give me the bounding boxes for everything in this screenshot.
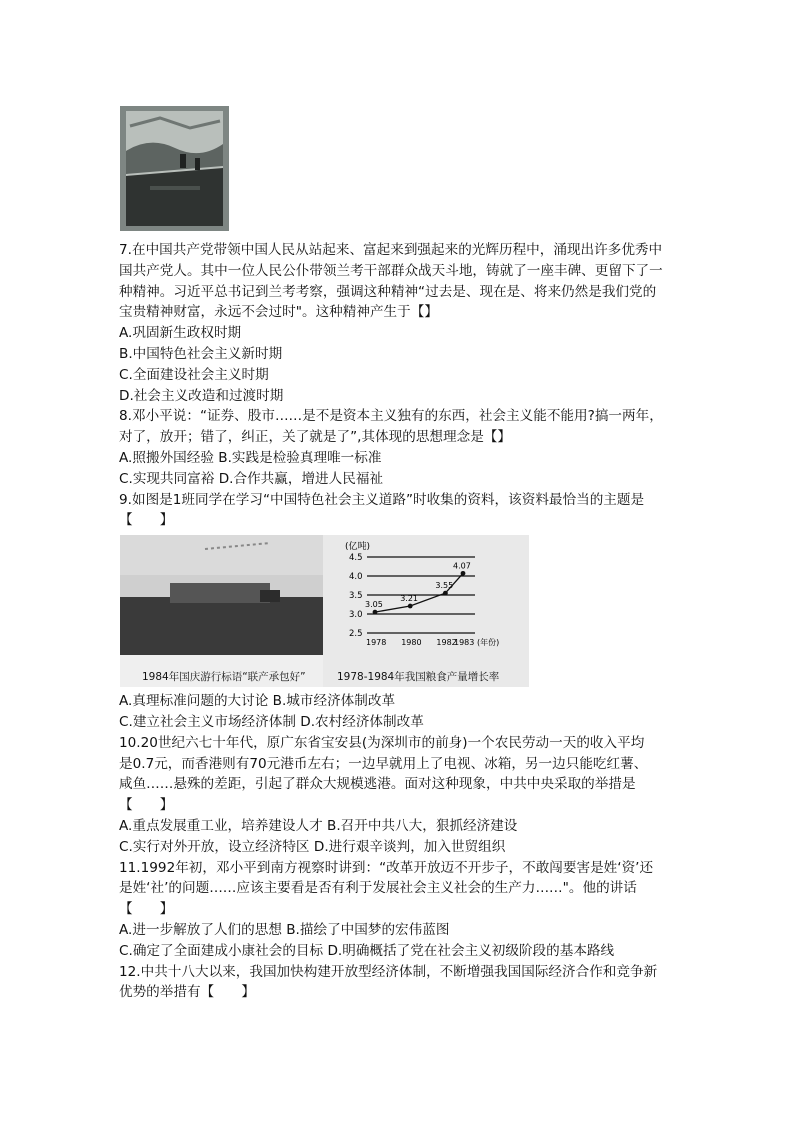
right-figure-caption: 1978-1984年我国粮食产量增长率 <box>337 671 500 684</box>
q10-line: 10.20世纪六七十年代，原广东省宝安县(为深圳市的前身)一个农民劳动一天的收入平均 <box>119 734 645 751</box>
y-tick-label: 3.0 <box>349 610 363 621</box>
q8-option: C.实现共同富裕 D.合作共赢，增进人民福祉 <box>119 470 384 487</box>
y-tick-label: 3.5 <box>349 591 363 602</box>
question-content <box>119 240 679 1003</box>
q7-line: 7.在中国共产党带领中国人民从站起来、富起来到强起来的光辉历程中，涌现出许多优秀中 <box>119 242 663 258</box>
q12-line: 12.中共十八大以来，我国加快构建开放型经济体制，不断增强我国国际经济合作和竞争新 <box>119 963 658 980</box>
q7-line: 国共产党人。其中一位人民公仆带领兰考干部群众战天斗地，铸就了一座丰碑、更留下了一 <box>119 262 663 279</box>
left-figure-caption: 1984年国庆游行标语“联产承包好” <box>142 671 306 684</box>
data-label: 3.21 <box>400 594 419 604</box>
x-axis-label: (年份) <box>477 638 500 648</box>
data-label: 3.05 <box>365 600 383 610</box>
q9-line: 9.如图是1班同学在学习“中国特色社会主义道路”时收集的资料，该资料最恰当的主题是 <box>119 491 645 508</box>
y-tick-label: 4.5 <box>349 553 363 564</box>
parade-illustration <box>120 535 323 687</box>
q9-option: C.建立社会主义市场经济体制 D.农村经济体制改革 <box>119 713 424 730</box>
q10-option: A.重点发展重工业，培养建设人才 B.召开中共八大，狠抓经济建设 <box>119 817 518 834</box>
data-label: 3.55 <box>435 581 454 591</box>
q11-line: 是姓‘社’的问题……应该主要看是否有利于发展社会主义社会的生产力……"。他的讲话 <box>119 880 637 897</box>
q8-option: A.照搬外国经验 B.实践是检验真理唯一标准 <box>119 449 382 466</box>
q11-option: A.进一步解放了人们的思想 B.描绘了中国梦的宏伟蓝图 <box>119 921 450 938</box>
data-point <box>408 604 413 609</box>
q11-option: C.确定了全面建成小康社会的目标 D.明确概括了党在社会主义初级阶段的基本路线 <box>119 942 615 959</box>
historical-photo-image <box>120 106 229 231</box>
x-tick-label: 1983 <box>454 638 475 648</box>
q8-line: 对了，放开；错了，纠正，关了就是了”,其体现的思想理念是【】 <box>119 429 511 446</box>
q9-line: 【 】 <box>119 512 174 529</box>
q7-line: 宝贵精神财富，永远不会过时"。这种精神产生于【】 <box>119 304 438 321</box>
series-line <box>375 573 463 612</box>
y-tick-label: 4.0 <box>349 572 363 583</box>
q7-option: B.中国特色社会主义新时期 <box>119 345 283 362</box>
q11-line: 11.1992年初，邓小平到南方视察时讲到：“改革开放迈不开步子，不敢闯要害是姓‘资’还 <box>119 859 654 876</box>
q8-line: 8.邓小平说：“证券、股市……是不是资本主义独有的东西，社会主义能不能用?搞一两年， <box>119 408 663 425</box>
data-label: 4.07 <box>453 561 471 571</box>
photo-illustration <box>120 106 229 231</box>
q7-option: A.巩固新生政权时期 <box>119 325 242 342</box>
q7-option: C.全面建设社会主义时期 <box>119 366 269 383</box>
data-point <box>373 610 378 615</box>
data-point <box>443 591 448 596</box>
x-tick-label: 1978 <box>366 638 387 648</box>
q7-option: D.社会主义改造和过渡时期 <box>119 387 284 404</box>
q10-option: C.实行对外开放，设立经济特区 D.进行艰辛谈判，加入世贸组织 <box>119 838 506 855</box>
y-tick-label: 2.5 <box>349 629 363 640</box>
q7-line: 种精神。习近平总书记到兰考考察，强调这种精神“过去是、现在是、将来仍然是我们党的 <box>119 283 657 300</box>
q12-line: 优势的举措有【 】 <box>119 984 255 1001</box>
q9-figure <box>120 535 529 687</box>
grain-chart-svg <box>323 535 529 687</box>
q10-line: 咸鱼……悬殊的差距，引起了群众大规模逃港。面对这种现象，中共中央采取的举措是 <box>119 776 636 793</box>
y-axis-label: (亿吨) <box>345 542 371 553</box>
q9-option: A.真理标准问题的大讨论 B.城市经济体制改革 <box>119 693 396 710</box>
x-tick-label: 1982 <box>436 638 457 648</box>
x-tick-label: 1980 <box>401 638 422 648</box>
q11-line: 【 】 <box>119 901 174 918</box>
parade-photo-image <box>120 535 323 687</box>
grain-chart <box>323 535 529 687</box>
data-point <box>461 571 466 576</box>
q10-line: 是0.7元，而香港则有70元港币左右；一边早就用上了电视、冰箱，另一边只能吃红薯、 <box>119 755 648 772</box>
q10-line: 【 】 <box>119 797 174 814</box>
